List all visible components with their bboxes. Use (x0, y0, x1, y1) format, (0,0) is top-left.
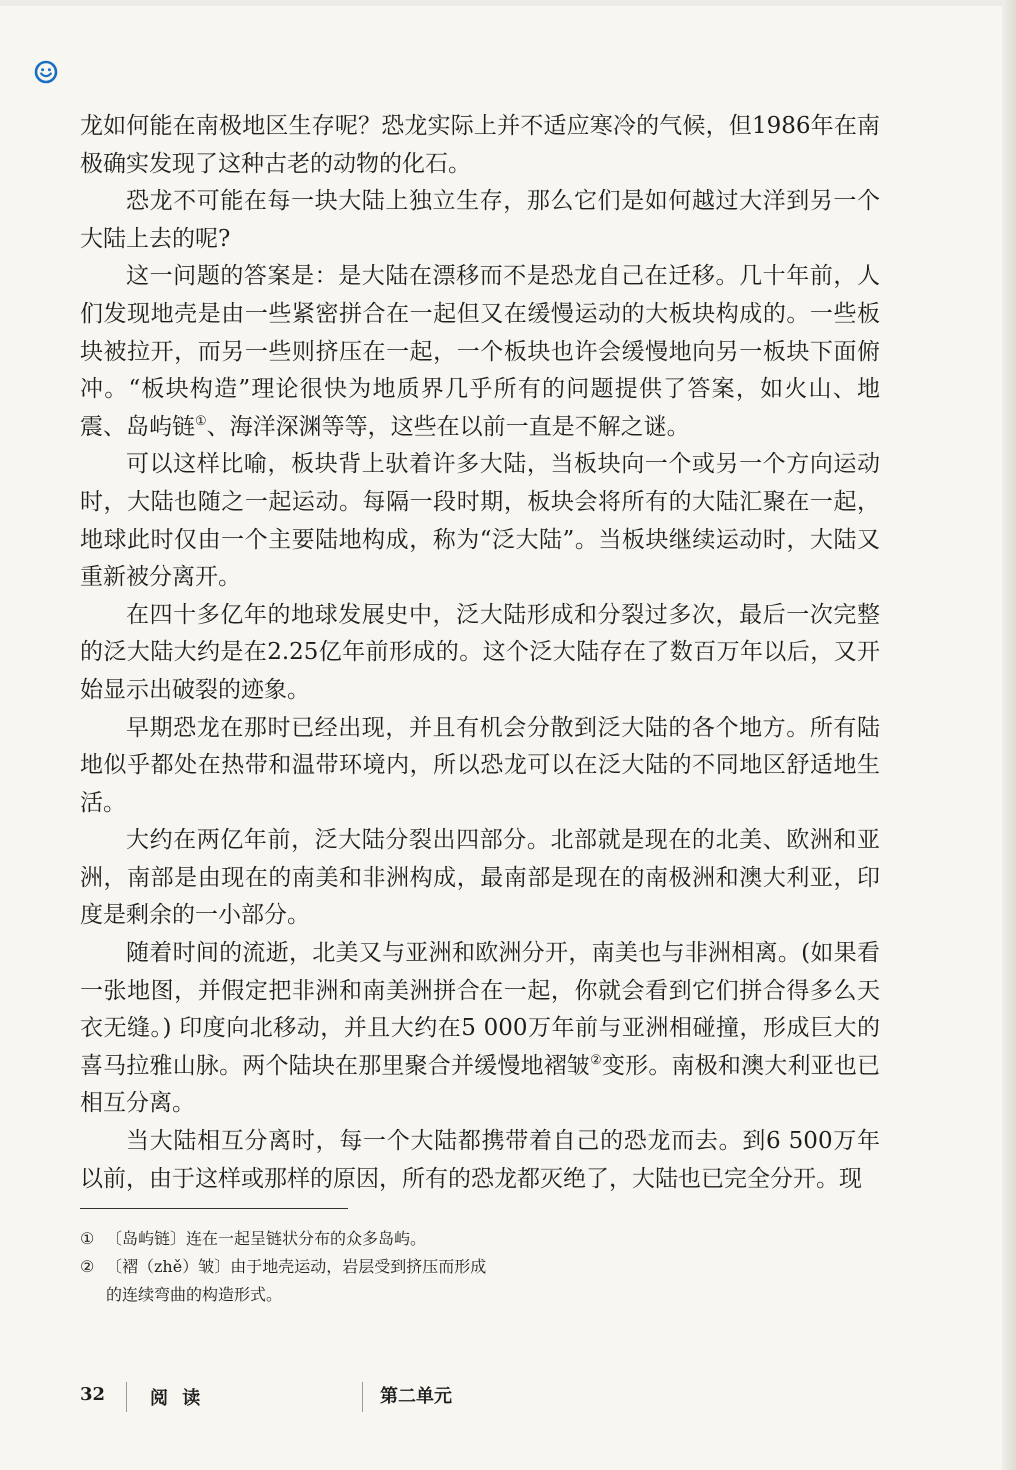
paragraph-8-text-after-ref: 变形。南极和澳大利亚也已相互分离。 (80, 1052, 881, 1117)
paragraph-8-text-before-ref: 随着时间的流逝，北美又与亚洲和欧洲分开，南美也与非洲相离。(如果看一张地图，并假定把非洲和南美洲拼合在一起，你就会看到它们拼合得多么天衣无缝。) 印度向北移动，并且大约在5 000万年前与亚洲相碰撞，形成巨大的喜马拉雅山脉。两个陆块在那里聚合并缓慢地褶皱 (80, 940, 880, 1079)
footnotes (80, 1225, 500, 1309)
smiley-face-left-eye (41, 68, 44, 71)
footnote-1-mark: ① (80, 1229, 95, 1248)
article-body (80, 108, 880, 1198)
paragraph-9: 当大陆相互分离时，每一个大陆都携带着自己的恐龙而去。到6 500万年以前，由于这样或那样的原因，所有的恐龙都灭绝了，大陆也已完全分开。现 (80, 1128, 880, 1192)
paragraph-5: 在四十多亿年的地球发展史中，泛大陆形成和分裂过多次，最后一次完整的泛大陆大约是在2.25亿年前形成的。这个泛大陆存在了数百万年以后，又开始显示出破裂的迹象。 (80, 601, 880, 703)
footer-book-title: 阅 读 (150, 1388, 205, 1409)
footnote-2-text: 〔褶（zhě）皱〕由于地壳运动，岩层受到挤压而形成的连续弯曲的构造形式。 (106, 1257, 487, 1304)
paragraph-1: 龙如何能在南极地区生存呢？恐龙实际上并不适应寒冷的气候，但1986年在南极确实发现了这种古老的动物的化石。 (80, 113, 880, 177)
paragraph-3-text-after-ref: 、海洋深渊等等，这些在以前一直是不解之谜。 (206, 413, 690, 440)
footnote-divider (80, 1208, 348, 1209)
page-number: 32 (80, 1384, 106, 1405)
paragraph-3 (80, 258, 880, 446)
footnote-2-mark: ② (80, 1257, 95, 1276)
footer-divider-right (362, 1382, 363, 1412)
paragraph-8 (80, 935, 880, 1123)
paragraph-4: 可以这样比喻，板块背上驮着许多大陆，当板块向一个或另一个方向运动时，大陆也随之一起运动。每隔一段时期，板块会将所有的大陆汇聚在一起，地球此时仅由一个主要陆地构成，称为“泛大陆”。当板块继续运动时，大陆又重新被分离开。 (80, 451, 880, 591)
page-footer (0, 1380, 1016, 1420)
paragraph-3-text-before-ref: 这一问题的答案是：是大陆在漂移而不是恐龙自己在迁移。几十年前，人们发现地壳是由一些紧密拼合在一起但又在缓慢运动的大板块构成的。一些板块被拉开，而另一些则挤压在一起，一个板块也许会缓慢地向另一板块下面俯冲。“板块构造”理论很快为地质界几乎所有的问题提供了答案，如火山、地震、岛屿链 (80, 263, 880, 440)
footnote-ref-2: ② (590, 1052, 602, 1068)
footnote-1 (80, 1225, 500, 1253)
paragraph-7: 大约在两亿年前，泛大陆分裂出四部分。北部就是现在的北美、欧洲和亚洲，南部是由现在的南美和非洲构成，最南部是现在的南极洲和澳大利亚，印度是剩余的一小部分。 (80, 827, 880, 929)
footnote-ref-1: ① (195, 413, 207, 429)
smiley-face-right-eye (48, 68, 51, 71)
page-top-edge (0, 0, 1016, 6)
smiley-face-mouth (41, 74, 51, 77)
paragraph-6: 早期恐龙在那时已经出现，并且有机会分散到泛大陆的各个地方。所有陆地似乎都处在热带和温带环境内，所以恐龙可以在泛大陆的不同地区舒适地生活。 (80, 714, 880, 816)
paragraph-2: 恐龙不可能在每一块大陆上独立生存，那么它们是如何越过大洋到另一个大陆上去的呢? (80, 188, 880, 252)
smiley-face-icon (34, 60, 58, 84)
page-right-edge (1002, 0, 1016, 1470)
footnote-2 (80, 1253, 500, 1309)
footer-unit-title: 第二单元 (380, 1386, 452, 1407)
smiley-face-circle (36, 62, 56, 82)
footnote-1-text: 〔岛屿链〕连在一起呈链状分布的众多岛屿。 (106, 1229, 427, 1248)
footer-divider-left (126, 1382, 127, 1412)
